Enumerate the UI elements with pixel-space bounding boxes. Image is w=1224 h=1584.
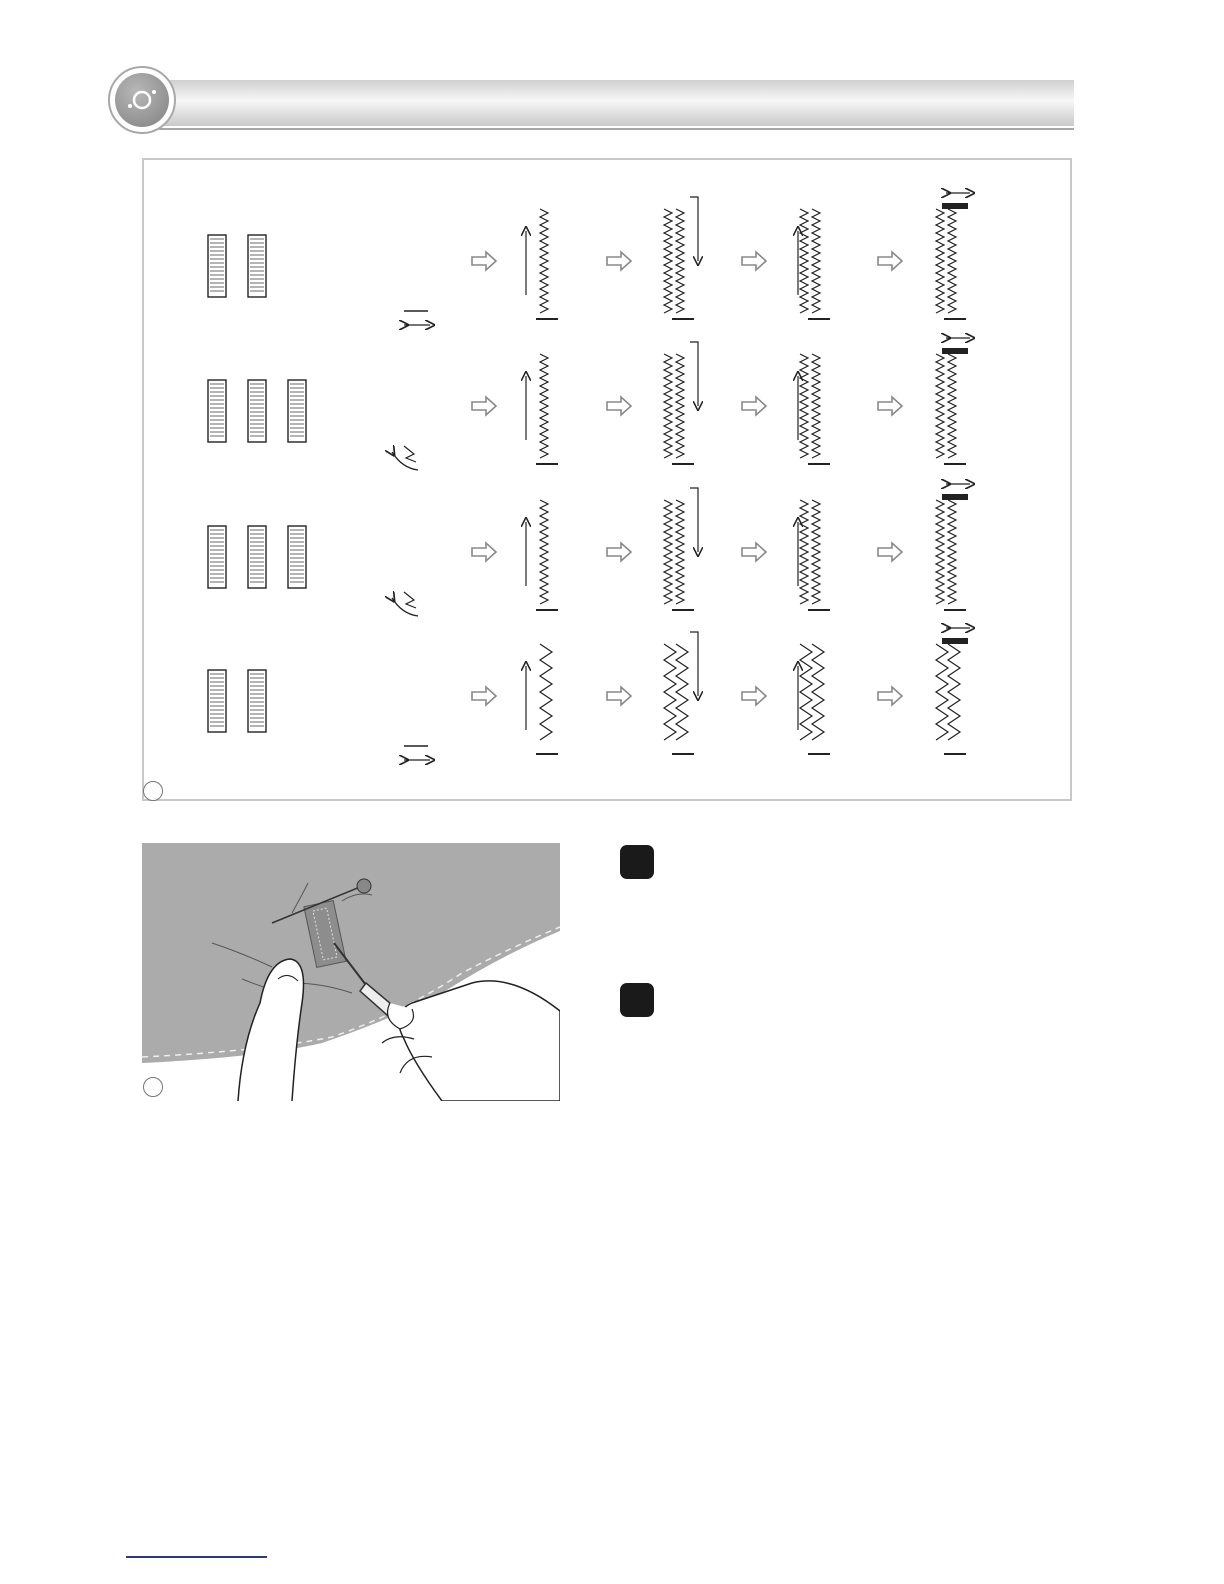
stitch-step-3 <box>798 354 830 464</box>
footer-rule <box>126 1556 267 1558</box>
outline-right-arrow-icon <box>472 252 496 270</box>
outline-right-arrow-icon <box>607 397 631 415</box>
thumbnail-buttonhole <box>288 380 306 442</box>
stitch-step-2 <box>664 632 698 754</box>
outline-right-arrow-icon <box>472 687 496 705</box>
outline-right-arrow-icon <box>742 252 766 270</box>
outline-right-arrow-icon <box>742 687 766 705</box>
outline-right-arrow-icon <box>878 687 902 705</box>
stitch-step-1 <box>526 354 558 464</box>
step-marker-1 <box>620 845 654 879</box>
figure-marker-a <box>143 781 163 801</box>
stitch-step-1 <box>526 209 558 319</box>
stitch-step-1 <box>526 500 558 610</box>
outline-right-arrow-icon <box>742 397 766 415</box>
stitch-step-1 <box>526 644 558 754</box>
diagram-row-rounded-end <box>208 338 970 470</box>
thumbnail-buttonhole <box>248 235 266 297</box>
thumbnail-buttonhole <box>248 670 266 732</box>
left-right-arrow-icon <box>404 311 430 325</box>
stitch-step-3 <box>798 644 830 754</box>
stitch-step-2 <box>664 488 698 610</box>
stitch-step-4 <box>936 628 970 754</box>
thumbnail-buttonhole <box>208 526 226 588</box>
diagram-row-square-ends <box>208 193 970 325</box>
stitch-step-2 <box>664 197 698 319</box>
stitch-step-3 <box>798 209 830 319</box>
diagram-row-keyhole-end <box>208 484 970 616</box>
outline-right-arrow-icon <box>472 397 496 415</box>
thumbnail-buttonhole <box>288 526 306 588</box>
outline-right-arrow-icon <box>472 543 496 561</box>
diagram-row-zigzag-square-ends <box>208 628 970 760</box>
stitch-step-2 <box>664 342 698 464</box>
outline-right-arrow-icon <box>878 397 902 415</box>
curved-arrow-icon <box>392 592 418 616</box>
figure-marker-b <box>143 1077 163 1097</box>
step-marker-2 <box>620 983 654 1017</box>
stitch-step-4 <box>936 338 970 464</box>
thumbnail-buttonhole <box>208 380 226 442</box>
outline-right-arrow-icon <box>607 252 631 270</box>
stitch-step-4 <box>936 484 970 610</box>
outline-right-arrow-icon <box>742 543 766 561</box>
thumbnail-buttonhole <box>248 526 266 588</box>
outline-right-arrow-icon <box>607 687 631 705</box>
outline-right-arrow-icon <box>878 543 902 561</box>
stitch-step-4 <box>936 193 970 319</box>
thumbnail-buttonhole <box>248 380 266 442</box>
outline-right-arrow-icon <box>607 543 631 561</box>
seam-ripper-illustration <box>142 843 560 1101</box>
thumbnail-buttonhole <box>208 235 226 297</box>
left-right-arrow-icon <box>404 746 430 760</box>
stitch-step-3 <box>798 500 830 610</box>
outline-right-arrow-icon <box>878 252 902 270</box>
curved-arrow-icon <box>392 446 418 470</box>
thumbnail-buttonhole <box>208 670 226 732</box>
